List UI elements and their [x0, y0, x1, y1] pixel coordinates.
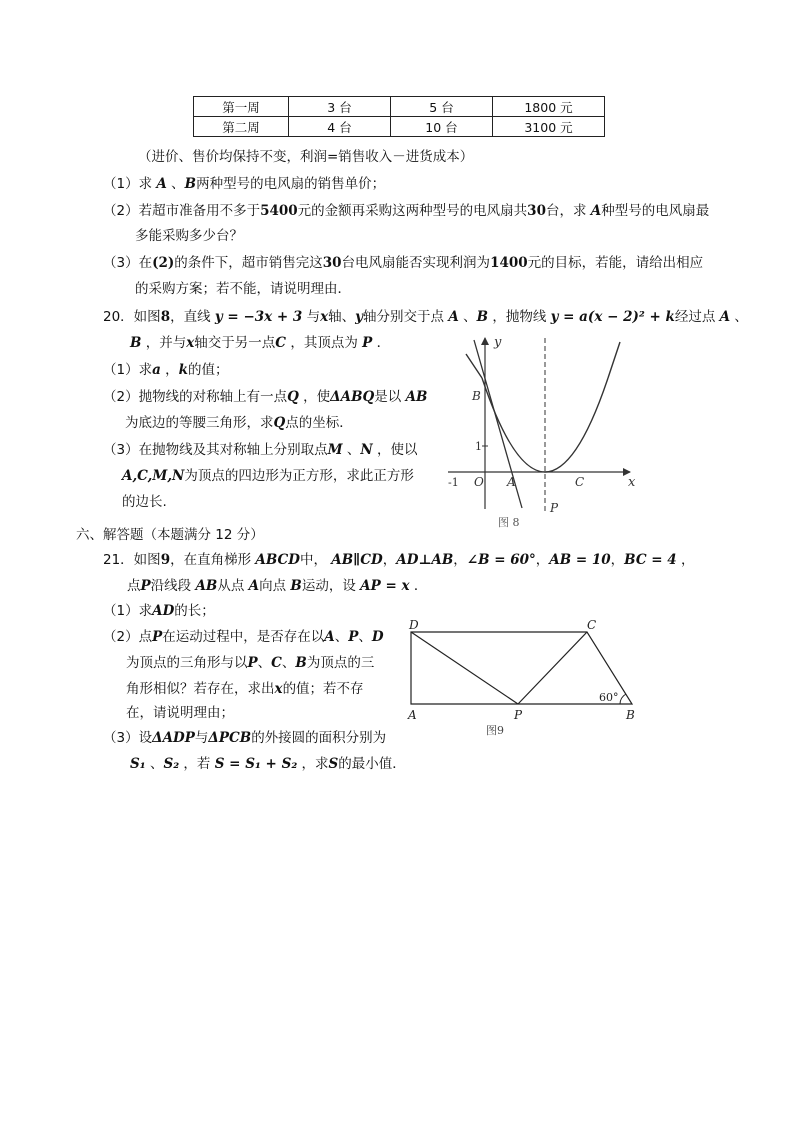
section-heading: 六、解答题（本题满分 12 分）: [76, 527, 264, 543]
label-c: C: [587, 618, 597, 632]
q21-part1: （1）求AD的长；: [103, 603, 215, 619]
q20-stem: 20．如图8，直线 y = −3x + 3 与x轴、y轴分别交于点 A 、B ，抛物线 y = a(x − 2)² + k经过点 A 、: [103, 309, 748, 325]
label-o: O: [474, 475, 484, 489]
segment-pc: [518, 632, 587, 704]
sales-table: [193, 96, 605, 137]
table-cell: 5 台: [391, 97, 493, 117]
q19-part2-cont: 多能采购多少台？: [135, 228, 243, 244]
table-cell: 第二周: [194, 117, 289, 137]
q19-part1: （1）求 A 、B两种型号的电风扇的销售单价；: [103, 176, 386, 192]
q20-part3: （3）在抛物线及其对称轴上分别取点M 、N ，使以: [103, 442, 418, 458]
label-p: P: [550, 501, 559, 515]
q19-part2: （2）若超市准备用不多于5400元的金额再采购这两种型号的电风扇共30台，求 A种型号的电风扇最: [103, 203, 710, 219]
q19-part3-cont: 的采购方案；若不能，请说明理由．: [135, 281, 351, 297]
label-p: P: [514, 708, 523, 722]
table-cell: 1800 元: [493, 97, 605, 117]
label-y: y: [494, 335, 502, 350]
q21-part2: （2）点P在运动过程中，是否存在以A、P、D: [103, 629, 384, 645]
q20-part1: （1）求a ，k的值；: [103, 362, 229, 378]
q21-part2-cont2: 角形相似？若存在，求出x的值；若不存: [126, 681, 364, 697]
q20-part3-cont: A,C,M,N为顶点的四边形为正方形，求此正方形: [122, 468, 414, 484]
label-one: 1: [475, 440, 482, 453]
angle-label: 60°: [599, 691, 619, 704]
price-note: （进价、售价均保持不变，利润=销售收入－进货成本）: [138, 149, 474, 165]
parabola-curve: [608, 342, 620, 378]
label-a: A: [507, 475, 516, 489]
label-c: C: [575, 475, 585, 489]
q20-part2-cont: 为底边的等腰三角形，求Q点的坐标．: [125, 415, 353, 431]
label-b: B: [472, 389, 481, 403]
q21-part3-cont: S₁ 、S₂ ，若 S = S₁ + S₂ ，求S的最小值．: [130, 756, 406, 772]
q20-part2: （2）抛物线的对称轴上有一点Q ，使ΔABQ是以 AB: [103, 389, 428, 405]
label-d: D: [409, 618, 419, 632]
figure-9-trapezoid: [404, 616, 644, 740]
table-cell: 3100 元: [493, 117, 605, 137]
figure-caption: 图9: [486, 724, 504, 737]
label-x: x: [628, 475, 636, 490]
q21-stem-cont: 点P沿线段 AB从点 A向点 B运动，设 AP = x ．: [127, 578, 428, 594]
table-cell: 第一周: [194, 97, 289, 117]
q20-part3-cont2: 的边长.: [122, 494, 167, 510]
q21-stem: 21．如图9，在直角梯形 ABCD中， AB∥CD，AD⊥AB，∠B = 60°，AB = 10，BC = 4 ，: [103, 552, 695, 568]
label-a: A: [408, 708, 417, 722]
q19-part3: （3）在(2)的条件下，超市销售完这30台电风扇能否实现利润为1400元的目标，若能，请给出相应: [103, 255, 704, 271]
figure-caption: 图 8: [498, 516, 520, 529]
q21-part2-cont: 为顶点的三角形与以P、C、B为顶点的三: [126, 655, 375, 671]
table-cell: 10 台: [391, 117, 493, 137]
q20-stem-cont: B ，并与x轴交于另一点C ，其顶点为 P ．: [130, 335, 391, 351]
parabola-curve: [482, 378, 608, 472]
table-cell: 3 台: [289, 97, 391, 117]
angle-arc: [620, 694, 626, 704]
q21-part3: （3）设ΔADP与ΔPCB的外接圆的面积分别为: [103, 730, 387, 746]
table-row: [194, 117, 605, 137]
segment-dp: [411, 632, 518, 704]
label-neg1: -1: [448, 476, 459, 489]
table-cell: 4 台: [289, 117, 391, 137]
figure-8-parabola: [444, 334, 644, 530]
q21-part2-cont3: 在，请说明理由；: [126, 705, 234, 721]
table-row: [194, 97, 605, 117]
label-b: B: [626, 708, 635, 722]
